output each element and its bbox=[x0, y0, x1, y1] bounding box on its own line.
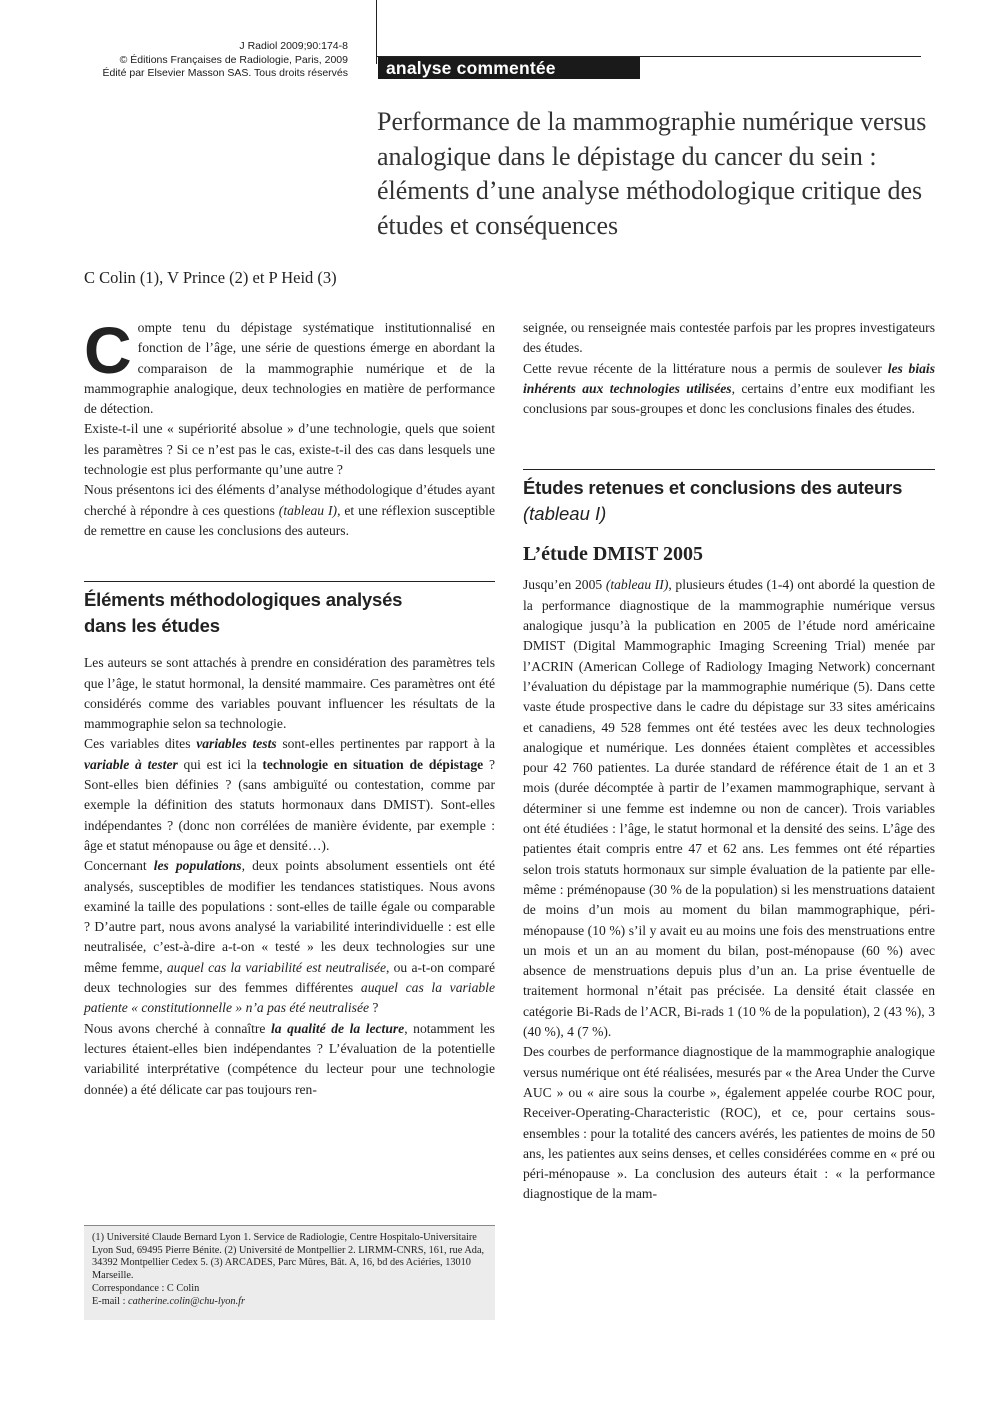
drop-cap: C bbox=[84, 313, 132, 387]
continuation-paragraph-1: seignée, ou renseignée mais contestée parfois par les propres investigateurs des études. bbox=[523, 320, 935, 356]
section-label: analyse commentée bbox=[378, 57, 640, 79]
dmist-paragraph-2: Des courbes de performance diagnostique de la mammographie analogique versus numérique ont été réalisées, mesurés par « the Area Under the Curve AUC » ou « aire sous la courbe », également appelée courbe ROC pour, Receiver-Operating-Characteristic (ROC), et ce, pour certains sous-ensembles : pour la totalité des cancers avérés, les patientes de moins de 50 ans, les patientes aux seins denses, et celles considérées comme en « pré ou péri-ménopause ». La conclusion des auteurs était : « la performance diagnostique de la mam- bbox=[523, 1044, 935, 1202]
methodology-paragraph-4: Nous avons cherché à connaître la qualité de la lecture, notamment les lectures étaient-elles bien indépendantes ? L’évaluation de la potentielle variabilité interprétative (compétence du lecteur pour une technologie donnée) a été délicate car pas toujours ren- bbox=[84, 1020, 495, 1097]
left-column bbox=[84, 313, 495, 1100]
author-affiliations: (1) Université Claude Bernard Lyon 1. Service de Radiologie, Centre Hospitalo-Universitaire Lyon Sud, 69495 Pierre Bénite. (2) Université de Montpellier 2. LIRMM-CNRS, 161, rue Ada, 34392 Montpellier Cedex 5. (3) ARCADES, Parc Mûres, Bât. A, 16, bd des Aciéries, 13010 Marseille. bbox=[92, 1232, 485, 1282]
publisher-line: Édité par Elsevier Masson SAS. Tous droits réservés bbox=[102, 67, 348, 79]
email-line: E-mail : catherine.colin@chu-lyon.fr bbox=[92, 1295, 246, 1307]
table-reference: (tableau II) bbox=[605, 577, 669, 593]
section-heading-methodology: Éléments méthodologiques analysés dans les études bbox=[84, 589, 403, 637]
methodology-paragraph-1: Les auteurs se sont attachés à prendre en considération des paramètres tels que l’âge, le statut hormonal, la densité mammaire. Ces paramètres ont été considérés comme des variables pouvant influencer les résultats de la mammographie selon sa technologie. bbox=[84, 655, 495, 732]
continuation-paragraph-2: Cette revue récente de la littérature nous a permis de soulever les biais inhérents aux technologies utilisées, certains d’entre eux modifiant les conclusions par sous-groupes et donc les conclusions finales des études. bbox=[523, 360, 936, 417]
methodology-paragraph-2: Ces variables dites variables tests sont-elles pertinentes par rapport à la variable à tester qui est ici la technologie en situation de dépistage ? Sont-elles bien définies ? (sans ambiguïté ou contestation, comme par exemple la définition des statuts hormonaux dans DMIST). Sont-elles indépendantes ? (donc non corrélées de manière évidente, par exemple : âge et statut ménopause ou âge et densité…). bbox=[84, 736, 495, 853]
table-reference: (tableau I) bbox=[278, 502, 338, 518]
footnote-box bbox=[84, 1225, 495, 1320]
correspondence: Correspondance : C Colin bbox=[92, 1282, 200, 1294]
methodology-paragraph-3: Concernant les populations, deux points absolument essentiels ont été analysés, susceptibles de modifier les tendances statistiques. Nous avons examiné la taille des populations : sont-elles de taille égale ou comparable ? D’autre part, nous avons analysé la variabilité interindividuelle : est elle neutralisée, c’est-à-dire a-t-on « testé » les deux technologies sur une même femme, auquel cas la variabilité est neutralisée, ou a-t-on comparé deux technologies sur des femmes différentes auquel cas la variable patiente « constitutionnelle » n’a pas été neutralisée ? bbox=[84, 858, 495, 1016]
subsection-heading-dmist: L’étude DMIST 2005 bbox=[523, 543, 704, 566]
section-heading-studies: Études retenues et conclusions des auteurs bbox=[523, 477, 903, 499]
intro-paragraph-2: Existe-t-il une « supériorité absolue » d’une technologie, quels que soient les paramètres ? Si ce n’est pas le cas, existe-t-il des cas dans lesquels une technologie est plus performante qu’une autre ? bbox=[84, 421, 495, 478]
intro-paragraph-1: Compte tenu du dépistage systématique institutionnalisé en fonction de l’âge, une série de questions émerge en abordant la comparaison de la mammographie numérique et de la mammographie analogique, deux technologies en matière de performance de détection. bbox=[84, 313, 495, 417]
header-vertical-rule bbox=[376, 0, 377, 64]
journal-citation: J Radiol 2009;90:174-8 bbox=[239, 40, 348, 52]
intro-paragraph-3: Nous présentons ici des éléments d’analyse méthodologique d’études ayant cherché à répondre à ces questions (tableau I), et une réflexion susceptible de remettre en cause les conclusions des auteurs. bbox=[84, 482, 495, 538]
dmist-paragraph-1: Jusqu’en 2005 (tableau II), plusieurs études (1-4) ont abordé la question de la performance diagnostique de la mammographie numérique versus analogique jusqu’à la publication en 2005 de l’étude nord américaine DMIST (Digital Mammographic Imaging Screening Trial) menée par l’ACRIN (American College of Radiology Imaging Network) concernant l’évaluation du dépistage par la mammographie numérique (5). Dans cette vaste étude prospective dans le cadre du dépistage sur 33 sites américains et canadiens, 49 528 femmes ont été testées avec les deux technologies analogique et numérique. Les données étaient complètes et accessibles pour 42 760 patientes. La durée standard de référence était de 1 an et 3 mois (durée décomptée à partir de l’examen mammographique, servant à déterminer si une femme est indemne ou non de cancer). Trois variables ont été étudiées : l’âge, le statut hormonal et la densité des seins. L’âge des patientes était compris entre 47 et 62 ans. Les femmes ont été réparties selon trois statuts hormonaux sur simple évaluation de la patiente par elle-même : préménopause (30 % de la population) si les menstruations dataient de moins d’un mois au moment du bilan mammographique, péri-ménopause (10 %) s’il y avait eu au moins une fois des menstruations entre un mois et un an au moment du bilan, post-ménopause (60 %) avec absence de menstruations depuis plus d’un an. La prise éventuelle de traitement hormonal n’était pas précisée. La densité était classée en catégorie Bi-Rads de l’ACR, Bi-rads 1 (10 % de la population), 2 (43 %), 3 (40 %), 4 (7 %). bbox=[523, 577, 935, 1040]
right-column bbox=[523, 318, 935, 1205]
article-title: Performance de la mammographie numérique versus analogique dans le dépistage du cancer du sein : éléments d’une analyse méthodologique critique des études et conséquences bbox=[377, 107, 927, 240]
author-list: C Colin (1), V Prince (2) et P Heid (3) bbox=[84, 268, 337, 287]
email-link[interactable]: catherine.colin@chu-lyon.fr bbox=[128, 1295, 246, 1307]
section-heading-table-ref: (tableau I) bbox=[523, 503, 607, 525]
copyright-line: © Éditions Françaises de Radiologie, Paris, 2009 bbox=[119, 53, 348, 66]
journal-reference bbox=[80, 40, 348, 81]
